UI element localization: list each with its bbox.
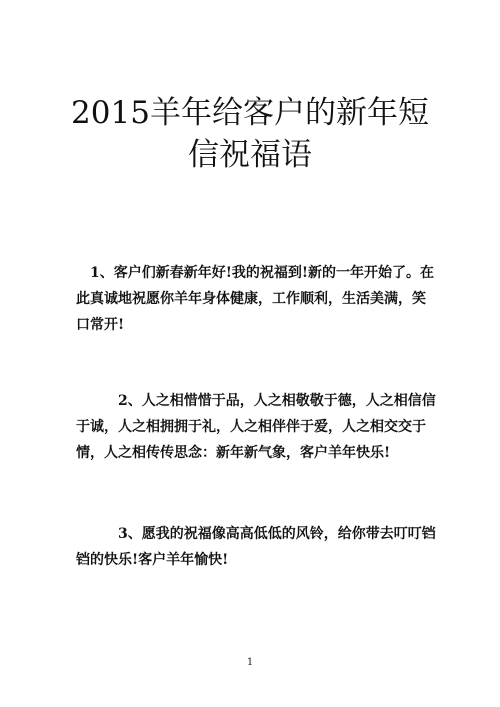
document-title-line-1: 2015羊年给客户的新年短 — [71, 95, 429, 131]
paragraph-1-line-1: 1、客户们新春新年好!我的祝福到!新的一年开始了。在 — [90, 265, 435, 281]
paragraph-3-line-2: 铛的快乐!客户羊年愉快! — [76, 552, 229, 568]
paragraph-1-line-3: 口常开! — [76, 317, 125, 333]
paragraph-1 — [76, 260, 436, 338]
page-number: 1 — [246, 657, 254, 668]
document-title-line-2: 信祝福语 — [188, 137, 312, 173]
paragraph-2-line-2: 于诚，人之相拥拥于礼，人之相伴伴于爱，人之相交交于 — [76, 419, 426, 435]
paragraph-3-line-1: 3、愿我的祝福像高高低低的风铃，给你带去叮叮铛 — [118, 526, 436, 542]
paragraph-3 — [76, 521, 436, 573]
paragraph-2-line-3: 情，人之相传传思念：新年新气象，客户羊年快乐! — [76, 445, 391, 461]
paragraph-2 — [76, 388, 436, 466]
paragraph-2-line-1: 2、人之相惜惜于品，人之相敬敬于德，人之相信信 — [118, 393, 436, 409]
paragraph-1-line-2: 此真诚地祝愿你羊年身体健康，工作顺利，生活美满，笑 — [76, 291, 426, 307]
